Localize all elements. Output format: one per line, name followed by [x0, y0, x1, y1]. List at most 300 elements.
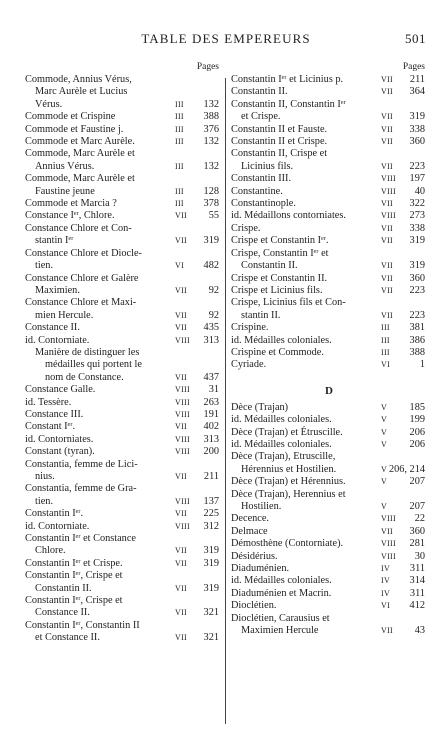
entry-reference: [377, 74, 427, 86]
volume-number: VII: [381, 310, 394, 320]
entry-reference: [171, 409, 221, 421]
page-reference: 381: [409, 322, 425, 334]
volume-number: III: [175, 124, 184, 134]
entry-text: Constantin III.: [231, 173, 292, 185]
page-reference: 132: [203, 160, 219, 172]
index-entry: [231, 427, 427, 439]
volume-number: V: [381, 427, 388, 437]
index-entry: [231, 451, 427, 476]
entry-reference: [171, 384, 221, 396]
entry-text: Cyriade.: [231, 359, 267, 371]
page-reference: 412: [409, 600, 425, 612]
page-reference: 321: [203, 632, 219, 644]
entry-text: tien.: [35, 495, 54, 507]
entry-reference: [171, 260, 221, 272]
entry-reference: [171, 421, 221, 433]
index-entry: [25, 595, 221, 620]
index-entry: [231, 285, 427, 297]
index-entry: [25, 421, 221, 433]
volume-number: VII: [381, 161, 394, 171]
entry-reference: [171, 545, 221, 557]
index-entry: [231, 273, 427, 285]
page-reference: 273: [409, 210, 425, 222]
entry-reference: [171, 285, 221, 297]
entry-text: Dèce (Trajan) et Hérennius.: [231, 476, 346, 488]
index-entry: [25, 124, 221, 136]
index-entry: [231, 402, 427, 414]
entry-text: Crispe, Licinius fils et Con-: [231, 297, 346, 309]
entry-reference: [377, 625, 427, 637]
page-reference: 338: [409, 123, 425, 135]
entry-text: Maximien.: [35, 284, 80, 296]
entry-text: Désidérius.: [231, 550, 278, 562]
volume-number: VIII: [175, 335, 190, 345]
entry-text: id. Tessère.: [25, 396, 72, 408]
page-reference: 200: [203, 446, 219, 458]
index-entry: [25, 620, 221, 645]
volume-number: VII: [175, 633, 188, 643]
page-reference: 132: [203, 98, 219, 110]
volume-number: IV: [381, 564, 391, 574]
entry-reference: [377, 198, 427, 210]
page-reference: 197: [409, 173, 425, 185]
page-reference: 319: [203, 545, 219, 557]
entry-text: Dèce (Trajan), Etruscille,: [231, 451, 336, 463]
entry-reference: [377, 501, 427, 513]
entry-text: Commode et Faustine j.: [25, 123, 124, 135]
page-title: TABLE DES EMPEREURS: [141, 31, 311, 46]
index-entry: [231, 526, 427, 538]
index-entry: [231, 335, 427, 347]
entry-text: Constantin II, Crispe et: [231, 148, 328, 160]
page-reference: 40: [414, 185, 425, 197]
index-entry: [25, 335, 221, 347]
index-entry: [25, 409, 221, 421]
entry-text: id. Médailles coloniales.: [231, 575, 332, 587]
index-entry: [231, 186, 427, 198]
entry-reference: [377, 427, 427, 439]
section-letter: D: [325, 384, 333, 397]
index-entry: [25, 446, 221, 458]
index-entry: [231, 347, 427, 359]
volume-number: VII: [175, 558, 188, 568]
volume-number: V: [381, 439, 388, 449]
entry-reference: [171, 372, 221, 384]
entry-text: Crispe, Constantin Iᵉʳ et: [231, 247, 329, 259]
entry-text: et Crispe.: [241, 111, 281, 123]
entry-reference: [377, 186, 427, 198]
volume-number: III: [175, 186, 184, 196]
entry-text: Constance Chlore et Diocle-: [25, 247, 142, 259]
page-reference: 386: [409, 334, 425, 346]
volume-number: VII: [381, 261, 394, 271]
volume-number: VII: [175, 422, 188, 432]
entry-text: Constantin Iᵉʳ, Constantin II: [25, 619, 140, 631]
entry-reference: [377, 335, 427, 347]
page-reference: 311: [409, 587, 425, 599]
page-reference: 360: [409, 525, 425, 537]
entry-text: Annius Vérus.: [35, 160, 95, 172]
index-entry: [25, 459, 221, 484]
index-entry: [25, 434, 221, 446]
entry-text: Constance Galle.: [25, 384, 96, 396]
page-reference: 360: [409, 272, 425, 284]
volume-number: VIII: [381, 514, 396, 524]
left-entry-list: [25, 74, 221, 645]
entry-text: Diaduménien et Macrin.: [231, 587, 332, 599]
entry-reference: [377, 124, 427, 136]
page-reference: 211: [203, 471, 219, 482]
index-entry: [231, 588, 427, 600]
index-entry: [25, 384, 221, 396]
entry-text: id. Contorniate.: [25, 520, 90, 532]
entry-text: nius.: [35, 471, 55, 482]
entry-reference: [377, 310, 427, 322]
entry-reference: [377, 414, 427, 426]
page-reference: 319: [409, 111, 425, 123]
entry-reference: [377, 439, 427, 451]
volume-number: VII: [175, 546, 188, 556]
entry-reference: [171, 111, 221, 123]
index-entry: [231, 414, 427, 426]
volume-number: VII: [381, 285, 394, 295]
entry-text: Constantin II.: [35, 582, 92, 594]
volume-number: VII: [381, 87, 394, 97]
entry-text: Dèce (Trajan) et Étruscille.: [231, 426, 343, 438]
entry-text: Constant Iᵉʳ.: [25, 421, 76, 433]
page-reference: 312: [203, 520, 219, 532]
entry-reference: [171, 198, 221, 210]
entry-text: Dioclétien, Carausius et: [231, 612, 330, 624]
page-reference: 338: [409, 222, 425, 234]
index-entry: [25, 322, 221, 334]
volume-number: V: [381, 502, 388, 511]
volume-number: IV: [381, 576, 391, 586]
volume-number: VIII: [381, 174, 396, 184]
entry-reference: [377, 551, 427, 563]
page-reference: 319: [203, 557, 219, 569]
volume-number: III: [381, 335, 390, 345]
volume-number: VII: [381, 112, 394, 122]
entry-reference: [377, 285, 427, 297]
entry-text: Commode, Marc Aurèle et: [25, 173, 135, 185]
page-reference: 313: [203, 334, 219, 346]
index-entry: [231, 600, 427, 612]
index-entry: [231, 99, 427, 124]
entry-text: et Constance II.: [35, 632, 100, 644]
volume-number: VIII: [381, 211, 396, 221]
entry-text: Constantin II et Crispe.: [231, 136, 328, 148]
entry-reference: [377, 273, 427, 285]
page-reference: 437: [203, 371, 219, 383]
page-reference: 388: [409, 346, 425, 358]
index-entry: [231, 439, 427, 451]
entry-text: Constantia, femme de Gra-: [25, 483, 137, 495]
volume-number: V: [381, 477, 388, 487]
volume-number: IV: [381, 588, 391, 598]
entry-text: id. Contorniates.: [25, 433, 94, 445]
entry-text: Constance Iᵉʳ, Chlore.: [25, 210, 115, 222]
entry-text: médailles qui portent le: [45, 359, 142, 371]
volume-number: VII: [175, 509, 188, 519]
volume-number: VII: [175, 472, 188, 481]
index-entry: [231, 248, 427, 273]
entry-text: Constantin II.: [231, 86, 288, 98]
volume-number: VII: [175, 583, 188, 593]
entry-text: Constantia, femme de Lici-: [25, 458, 138, 470]
entry-text: Decence.: [231, 513, 270, 525]
index-entry: [231, 297, 427, 322]
page-reference: 1: [419, 359, 425, 371]
pages-column-header: Pages: [196, 62, 219, 72]
page-header: [22, 31, 430, 47]
entry-reference: [171, 607, 221, 619]
entry-text: Constantin Iᵉʳ.: [25, 508, 84, 520]
pages-column-header: Pages: [402, 62, 425, 72]
entry-text: id. Contorniate.: [25, 334, 90, 346]
entry-text: Constance II.: [25, 322, 80, 334]
page-reference: 191: [203, 408, 219, 420]
entry-reference: [171, 446, 221, 458]
volume-number: VII: [175, 608, 188, 618]
index-entry: [231, 210, 427, 222]
page-reference: 225: [203, 508, 219, 520]
entry-text: Hostilien.: [241, 501, 282, 512]
index-entry: [231, 74, 427, 86]
page-reference: 263: [203, 396, 219, 408]
index-entry: [231, 322, 427, 334]
entry-text: Dioclétien.: [231, 600, 277, 612]
entry-text: id. Médailles coloniales.: [231, 334, 332, 346]
entry-reference: [171, 397, 221, 409]
volume-number: VII: [381, 273, 394, 283]
index-entry: [231, 551, 427, 563]
entry-reference: [377, 476, 427, 488]
index-entry: [231, 563, 427, 575]
index-entry: [231, 489, 427, 514]
volume-number: VIII: [175, 434, 190, 444]
volume-number: III: [175, 112, 184, 122]
entry-reference: [171, 471, 221, 483]
page-reference: 137: [203, 495, 219, 507]
page-reference: 22: [414, 513, 425, 525]
index-entry: [25, 210, 221, 222]
page-reference: 199: [409, 414, 425, 426]
page-reference: 185: [409, 401, 425, 413]
volume-number: III: [381, 347, 390, 357]
entry-reference: [377, 563, 427, 575]
entry-text: Diaduménien.: [231, 563, 290, 575]
entry-text: Crispine et Commode.: [231, 346, 324, 358]
index-entry: [25, 111, 221, 123]
entry-text: Hérennius et Hostilien.: [241, 463, 337, 475]
index-entry: [231, 359, 427, 371]
entry-text: stantin II.: [241, 309, 281, 321]
entry-text: Constance Chlore et Con-: [25, 222, 132, 234]
entry-reference: [377, 359, 427, 371]
volume-number: VI: [175, 261, 185, 271]
index-entry: [25, 248, 221, 273]
page-reference: 207: [409, 476, 425, 488]
entry-text: Crispe et Constantin Iᵉʳ.: [231, 235, 329, 247]
entry-text: Constantine.: [231, 185, 283, 197]
page-reference: 360: [409, 136, 425, 148]
index-entry: [231, 198, 427, 210]
entry-text: Commode et Marcia ?: [25, 198, 117, 210]
index-entry: [25, 533, 221, 558]
entry-text: id. Médaillons contorniates.: [231, 210, 346, 222]
entry-reference: [377, 464, 427, 476]
page-reference: 55: [208, 210, 219, 222]
page-reference: 435: [203, 322, 219, 334]
volume-number: VII: [175, 372, 188, 382]
volume-number: VII: [175, 310, 188, 320]
volume-number: VI: [381, 601, 391, 611]
entry-text: Constantin II.: [241, 260, 298, 272]
page-reference: 388: [203, 111, 219, 123]
page-reference: 223: [409, 309, 425, 321]
entry-reference: [377, 161, 427, 173]
entry-text: Commode, Annius Vérus,: [25, 74, 132, 85]
page-reference: 206: [409, 438, 425, 450]
entry-reference: [171, 335, 221, 347]
index-entry: [231, 513, 427, 525]
index-entry: [25, 136, 221, 148]
index-entry: [25, 397, 221, 409]
volume-number: III: [175, 137, 184, 147]
entry-text: Crispe et Constantin II.: [231, 272, 328, 284]
index-entry: [231, 235, 427, 247]
entry-text: id. Médailles coloniales.: [231, 438, 332, 450]
entry-reference: [171, 136, 221, 148]
page-reference: 206: [409, 426, 425, 438]
entry-reference: [377, 223, 427, 235]
volume-number: VIII: [175, 521, 190, 531]
page-reference: 43: [414, 625, 425, 637]
volume-number: VII: [381, 199, 394, 209]
index-entry: [25, 273, 221, 298]
entry-reference: [377, 588, 427, 600]
entry-reference: [377, 322, 427, 334]
index-entry: [231, 613, 427, 638]
entry-reference: [171, 632, 221, 644]
entry-text: nom de Constance.: [45, 371, 124, 383]
entry-reference: [171, 99, 221, 111]
entry-reference: [171, 558, 221, 570]
entry-text: Crispe et Licinius fils.: [231, 284, 323, 296]
page-reference: 314: [409, 575, 425, 587]
volume-number: V: [381, 415, 388, 425]
page-reference: 313: [203, 433, 219, 445]
entry-reference: [377, 600, 427, 612]
entry-text: Dèce (Trajan), Herennius et: [231, 488, 346, 500]
index-entry: [231, 538, 427, 550]
entry-text: Constance III.: [25, 408, 84, 420]
entry-text: Constance Chlore et Galère: [25, 272, 139, 284]
volume-number: VI: [381, 360, 391, 370]
volume-number: VII: [381, 236, 394, 246]
entry-text: Crispine.: [231, 322, 269, 334]
entry-text: Constant (tyran).: [25, 446, 95, 458]
index-entry: [25, 297, 221, 322]
entry-reference: [171, 310, 221, 322]
volume-number: VIII: [175, 409, 190, 419]
entry-reference: [377, 136, 427, 148]
entry-reference: [377, 210, 427, 222]
entry-text: Commode et Marc Aurèle.: [25, 136, 135, 148]
volume-number: VII: [381, 626, 394, 636]
index-entry: [231, 136, 427, 148]
entry-reference: [377, 538, 427, 550]
entry-text: mien Hercule.: [35, 309, 94, 321]
index-entry: [25, 198, 221, 210]
entry-reference: [171, 521, 221, 533]
entry-text: id. Médailles coloniales.: [231, 414, 332, 426]
index-entry: [231, 476, 427, 488]
entry-text: Constantin II, Constantin Iᵉʳ: [231, 98, 346, 110]
page-reference: 319: [409, 260, 425, 272]
index-entry: [25, 347, 221, 384]
entry-text: Manière de distinguer les: [35, 346, 140, 358]
volume-number: VIII: [175, 447, 190, 457]
entry-text: Maximien Hercule: [241, 625, 319, 637]
entry-text: Commode, Marc Aurèle et: [25, 148, 135, 160]
entry-reference: [171, 210, 221, 222]
entry-text: Chlore.: [35, 545, 66, 557]
entry-text: tien.: [35, 260, 54, 272]
volume-number: VII: [175, 236, 188, 246]
entry-text: Dèce (Trajan): [231, 401, 289, 413]
index-entry: [25, 558, 221, 570]
entry-reference: [171, 124, 221, 136]
entry-reference: [377, 235, 427, 247]
entry-text: Delmace: [231, 525, 268, 537]
volume-number: VIII: [175, 385, 190, 395]
volume-number: III: [381, 323, 390, 333]
volume-number: V: [381, 402, 388, 412]
index-entry: [231, 86, 427, 98]
volume-number: VIII: [381, 539, 396, 549]
index-entry: [231, 223, 427, 235]
index-entry: [25, 521, 221, 533]
entry-reference: [377, 86, 427, 98]
entry-text: Constantinople.: [231, 198, 296, 210]
entry-reference: [377, 575, 427, 587]
index-entry: [25, 570, 221, 595]
entry-reference: [171, 186, 221, 198]
page-reference: 402: [203, 421, 219, 433]
entry-text: Constantin Iᵉʳ, Crispe et: [25, 570, 123, 582]
page-reference: 128: [203, 185, 219, 197]
index-entry: [25, 173, 221, 198]
index-entry: [231, 124, 427, 136]
volume-number: III: [175, 199, 184, 209]
page-reference: 364: [409, 86, 425, 98]
entry-reference: [171, 322, 221, 334]
entry-reference: [377, 402, 427, 414]
volume-number: VII: [175, 285, 188, 295]
entry-reference: [377, 513, 427, 525]
entry-text: Constantin Iᵉʳ et Crispe.: [25, 557, 123, 569]
page-reference: 322: [409, 198, 425, 210]
entry-reference: [377, 173, 427, 185]
entry-reference: [171, 496, 221, 508]
index-entry: [231, 173, 427, 185]
page-reference: 482: [203, 260, 219, 272]
entry-text: stantin Iᵉʳ: [35, 235, 74, 247]
page-reference: 206, 214: [388, 463, 425, 475]
volume-number: VII: [381, 223, 394, 233]
